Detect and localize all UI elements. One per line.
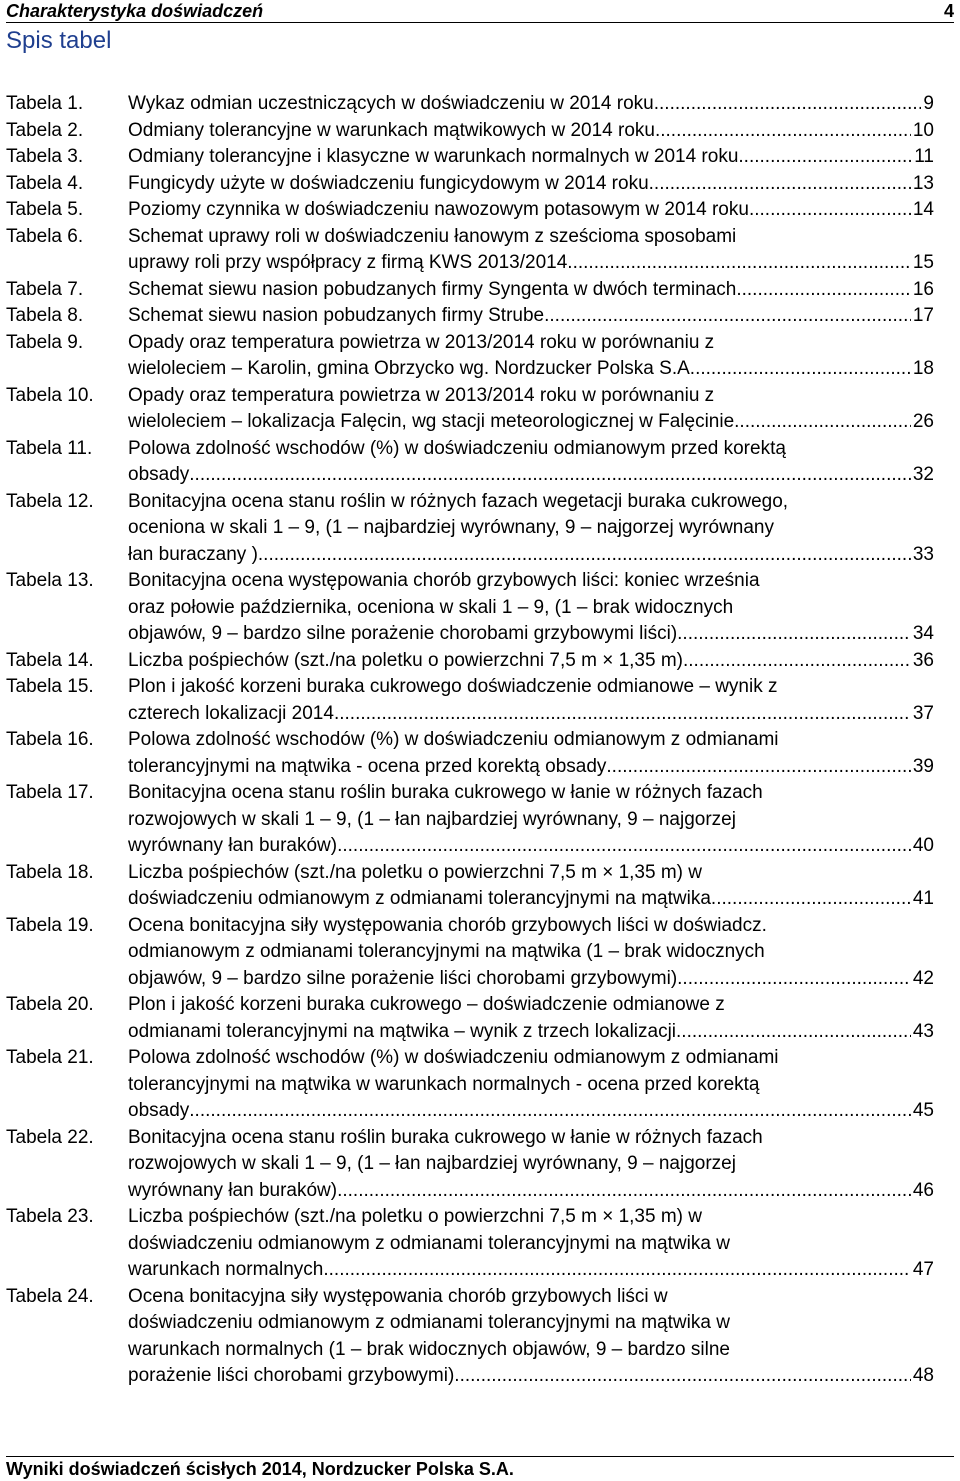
toc-entry-last-line: [128, 144, 934, 171]
toc-entry-page-number: 26: [912, 411, 934, 432]
toc-entry-text-line: doświadczeniu odmianowym z odmianami tolerancyjnymi na mątwika w: [128, 1232, 730, 1254]
toc-entry-body: [128, 436, 934, 489]
table-of-contents: [6, 91, 934, 1390]
toc-entry-last-line: [128, 250, 934, 277]
toc-entry-body: [128, 144, 934, 171]
dot-leader: [695, 356, 911, 383]
toc-entry-label: Tabela 4.: [6, 172, 84, 194]
page-header: [6, 0, 954, 23]
toc-entry-text-line: Polowa zdolność wschodów (%) w doświadczeniu odmianowym z odmianami: [128, 1047, 779, 1068]
toc-entry-label: Tabela 2.: [6, 119, 84, 141]
toc-entry-last-line: [128, 462, 934, 489]
toc-entry[interactable]: [6, 1284, 934, 1390]
toc-entry-text-line: Plon i jakość korzeni buraka cukrowego – doświadczenie odmianowe z: [128, 994, 725, 1015]
footer-text: Wyniki doświadczeń ścisłych 2014, Nordzucker Polska S.A.: [6, 1459, 514, 1479]
toc-entry-body: [128, 1284, 934, 1390]
toc-entry-text: Odmiany tolerancyjne w warunkach mątwikowych w 2014 roku: [128, 119, 655, 141]
toc-entry-label: Tabela 11.: [6, 437, 93, 459]
toc-entry[interactable]: [6, 913, 934, 993]
toc-entry-text-line: warunkach normalnych (1 – brak widocznych objawów, 9 – bardzo silne: [128, 1338, 730, 1360]
toc-entry[interactable]: [6, 224, 934, 277]
toc-entry[interactable]: [6, 197, 934, 224]
toc-entry-page-number: 13: [912, 172, 934, 194]
toc-entry-label: Tabela 3.: [6, 146, 84, 167]
toc-entry-page-number: 34: [912, 623, 934, 644]
toc-entry-text: uprawy roli przy współpracy z firmą KWS 2013/2014: [128, 252, 568, 273]
toc-entry-label: Tabela 20.: [6, 994, 94, 1015]
dot-leader: [567, 250, 911, 277]
toc-entry-last-line: [128, 1098, 934, 1125]
toc-entry-text-line: doświadczeniu odmianowym z odmianami tolerancyjnymi na mątwika w: [128, 1312, 730, 1333]
toc-entry-text: tolerancyjnymi na mątwika - ocena przed korektą obsady: [128, 755, 607, 777]
toc-entry-page-number: 10: [912, 119, 934, 141]
toc-entry[interactable]: [6, 1204, 934, 1284]
toc-entry-text-line: Bonitacyjna ocena występowania chorób grzybowych liści: koniec września: [128, 570, 760, 591]
toc-entry-label: Tabela 6.: [6, 225, 84, 247]
toc-entry-text: Odmiany tolerancyjne i klasyczne w warunkach normalnych w 2014 roku: [128, 146, 739, 167]
toc-entry[interactable]: [6, 118, 934, 145]
toc-entry-last-line: [128, 966, 934, 993]
dot-leader: [676, 1019, 911, 1046]
toc-entry-last-line: [128, 409, 934, 436]
dot-leader: [736, 277, 911, 304]
toc-entry-label: Tabela 10.: [6, 384, 94, 406]
toc-entry-body: [128, 197, 934, 224]
toc-entry-text: objawów, 9 – bardzo silne porażenie liści chorobami grzybowymi): [128, 967, 678, 989]
toc-entry[interactable]: [6, 171, 934, 198]
page-title: Spis tabel: [6, 27, 112, 54]
toc-entry-body: [128, 489, 934, 569]
toc-entry[interactable]: [6, 330, 934, 383]
toc-entry-text-line: Opady oraz temperatura powietrza w 2013/2014 roku w porównaniu z: [128, 384, 715, 406]
toc-entry-body: [128, 118, 934, 145]
dot-leader: [654, 91, 922, 118]
toc-entry-page-number: 33: [912, 543, 934, 565]
toc-entry-last-line: [128, 1257, 934, 1284]
toc-entry-text: obsady: [128, 1100, 190, 1121]
toc-entry-page-number: 11: [914, 146, 934, 167]
toc-entry-text-line: odmianowym z odmianami tolerancyjnymi na mątwika (1 – brak widocznych: [128, 941, 765, 962]
toc-entry-body: [128, 860, 934, 913]
toc-entry-text-line: rozwojowych w skali 1 – 9, (1 – łan najbardziej wyrównany, 9 – najgorzej: [128, 808, 736, 830]
toc-entry-last-line: [128, 754, 934, 781]
toc-entry-text-line: Bonitacyjna ocena stanu roślin buraka cukrowego w łanie w różnych fazach: [128, 782, 763, 803]
toc-entry-text-line: oceniona w skali 1 – 9, (1 – najbardziej wyrównany, 9 – najgorzej wyrównany: [128, 517, 774, 538]
toc-entry-body: [128, 648, 934, 675]
toc-entry-label: Tabela 8.: [6, 305, 84, 326]
toc-entry-text-line: Liczba pośpiechów (szt./na poletku o powierzchni 7,5 m × 1,35 m) w: [128, 1206, 702, 1227]
dot-leader: [544, 303, 911, 330]
toc-entry-label: Tabela 24.: [6, 1285, 94, 1307]
dot-leader: [738, 144, 912, 171]
toc-entry-text-line: Bonitacyjna ocena stanu roślin buraka cukrowego w łanie w różnych fazach: [128, 1126, 763, 1148]
toc-entry-text: czterech lokalizacji 2014: [128, 702, 334, 724]
toc-entry-page-number: 16: [912, 278, 934, 300]
toc-entry-label: Tabela 13.: [6, 570, 94, 591]
toc-entry[interactable]: [6, 860, 934, 913]
toc-entry[interactable]: [6, 568, 934, 648]
dot-leader: [258, 542, 911, 569]
toc-entry[interactable]: [6, 1045, 934, 1125]
toc-entry-text: objawów, 9 – bardzo silne porażenie chorobami grzybowymi liści): [128, 623, 678, 644]
toc-entry-page-number: 18: [912, 358, 934, 379]
toc-entry-text: warunkach normalnych: [128, 1259, 324, 1280]
toc-entry-body: [128, 992, 934, 1045]
page-number: 4: [943, 1, 954, 21]
toc-entry-label: Tabela 19.: [6, 914, 94, 936]
toc-entry-label: Tabela 9.: [6, 331, 84, 353]
footer-divider: [6, 1456, 954, 1457]
toc-entry[interactable]: [6, 91, 934, 118]
toc-entry-label: Tabela 22.: [6, 1126, 94, 1148]
toc-entry-last-line: [128, 648, 934, 675]
dot-leader: [323, 1257, 910, 1284]
toc-entry-label: Tabela 23.: [6, 1206, 94, 1227]
toc-entry-text: obsady: [128, 464, 190, 485]
toc-entry-text: Liczba pośpiechów (szt./na poletku o powierzchni 7,5 m × 1,35 m): [128, 649, 683, 671]
toc-entry-label: Tabela 17.: [6, 782, 94, 803]
toc-entry-page-number: 9: [923, 93, 934, 114]
dot-leader: [655, 118, 911, 145]
toc-entry-body: [128, 224, 934, 277]
dot-leader: [677, 621, 911, 648]
toc-entry-body: [128, 277, 934, 304]
dot-leader: [734, 409, 911, 436]
toc-entry-page-number: 45: [912, 1100, 934, 1121]
toc-entry-text: wyrównany łan buraków): [128, 835, 338, 856]
toc-entry-page-number: 15: [912, 252, 934, 273]
toc-entry-last-line: [128, 277, 934, 304]
toc-entry-body: [128, 1045, 934, 1125]
toc-entry[interactable]: [6, 383, 934, 436]
toc-entry[interactable]: [6, 489, 934, 569]
toc-entry-text: doświadczeniu odmianowym z odmianami tolerancyjnymi na mątwika: [128, 888, 711, 909]
toc-entry-body: [128, 383, 934, 436]
toc-entry-last-line: [128, 542, 934, 569]
toc-entry-text-line: tolerancyjnymi na mątwika w warunkach normalnych - ocena przed korektą: [128, 1073, 760, 1095]
toc-entry-body: [128, 303, 934, 330]
toc-entry-last-line: [128, 118, 934, 145]
toc-entry-last-line: [128, 1363, 934, 1390]
toc-entry-text-line: oraz połowie października, oceniona w skali 1 – 9, (1 – brak widocznych: [128, 596, 734, 618]
dot-leader: [711, 886, 911, 913]
toc-entry-body: [128, 91, 934, 118]
toc-entry-page-number: 40: [912, 835, 934, 856]
toc-entry[interactable]: [6, 648, 934, 675]
dot-leader: [454, 1363, 911, 1390]
toc-entry-body: [128, 1125, 934, 1205]
toc-entry-last-line: [128, 833, 934, 860]
toc-entry[interactable]: [6, 277, 934, 304]
toc-entry-text-line: Bonitacyjna ocena stanu roślin w różnych fazach wegetacji buraka cukrowego,: [128, 490, 789, 512]
toc-entry-body: [128, 568, 934, 648]
toc-entry[interactable]: [6, 1125, 934, 1205]
toc-entry[interactable]: [6, 303, 934, 330]
toc-entry-label: Tabela 7.: [6, 278, 84, 300]
toc-entry-text: łan buraczany ): [128, 543, 258, 565]
toc-entry-page-number: 47: [912, 1259, 934, 1280]
toc-entry-page-number: 41: [912, 888, 934, 909]
toc-entry-last-line: [128, 1019, 934, 1046]
toc-entry-page-number: 17: [912, 305, 934, 326]
toc-entry[interactable]: [6, 727, 934, 780]
toc-entry-label: Tabela 16.: [6, 729, 94, 750]
toc-entry-text: Schemat siewu nasion pobudzanych firmy Strube: [128, 305, 545, 326]
toc-entry-label: Tabela 1.: [6, 93, 84, 114]
toc-entry-text-line: Opady oraz temperatura powietrza w 2013/2014 roku w porównaniu z: [128, 331, 715, 353]
toc-entry-label: Tabela 14.: [6, 649, 94, 671]
toc-entry-last-line: [128, 91, 934, 118]
toc-entry-page-number: 39: [912, 755, 934, 777]
dot-leader: [334, 701, 911, 728]
toc-entry-label: Tabela 21.: [6, 1047, 94, 1068]
toc-entry[interactable]: [6, 674, 934, 727]
toc-entry-text: odmianami tolerancyjnymi na mątwika – wynik z trzech lokalizacji: [128, 1020, 677, 1042]
toc-entry[interactable]: [6, 992, 934, 1045]
dot-leader: [606, 754, 910, 781]
dot-leader: [749, 197, 911, 224]
toc-entry-text: Wykaz odmian uczestniczących w doświadczeniu w 2014 roku: [128, 93, 654, 114]
toc-entry-last-line: [128, 701, 934, 728]
toc-entry-text-line: Polowa zdolność wschodów (%) w doświadczeniu odmianowym przed korektą: [128, 437, 786, 459]
toc-entry-label: Tabela 5.: [6, 199, 84, 220]
toc-entry[interactable]: [6, 780, 934, 860]
toc-entry-text-line: Ocena bonitacyjna siły występowania chorób grzybowych liści w doświadcz.: [128, 914, 767, 936]
toc-entry-page-number: 46: [912, 1179, 934, 1201]
toc-entry-body: [128, 780, 934, 860]
toc-entry-text: wieloleciem – Karolin, gmina Obrzycko wg. Nordzucker Polska S.A.: [128, 358, 696, 379]
toc-entry-body: [128, 330, 934, 383]
toc-entry[interactable]: [6, 144, 934, 171]
toc-entry-page-number: 36: [912, 649, 934, 671]
toc-entry-text: Poziomy czynnika w doświadczeniu nawozowym potasowym w 2014 roku: [128, 199, 749, 220]
toc-entry-text-line: Schemat uprawy roli w doświadczeniu łanowym z sześcioma sposobami: [128, 225, 737, 247]
toc-entry-label: Tabela 18.: [6, 861, 94, 883]
dot-leader: [337, 1178, 911, 1205]
dot-leader: [189, 462, 911, 489]
toc-entry-text-line: Liczba pośpiechów (szt./na poletku o powierzchni 7,5 m × 1,35 m) w: [128, 861, 702, 883]
toc-entry-page-number: 42: [912, 967, 934, 989]
toc-entry-page-number: 32: [912, 464, 934, 485]
toc-entry-label: Tabela 15.: [6, 676, 94, 697]
toc-entry-last-line: [128, 886, 934, 913]
toc-entry-body: [128, 727, 934, 780]
dot-leader: [683, 648, 911, 675]
toc-entry-body: [128, 674, 934, 727]
toc-entry-text-line: rozwojowych w skali 1 – 9, (1 – łan najbardziej wyrównany, 9 – najgorzej: [128, 1153, 736, 1174]
toc-entry-last-line: [128, 197, 934, 224]
toc-entry-text: wyrównany łan buraków): [128, 1179, 338, 1201]
toc-entry-body: [128, 171, 934, 198]
toc-entry-body: [128, 1204, 934, 1284]
toc-entry-page-number: 14: [912, 199, 934, 220]
toc-entry-text: Fungicydy użyte w doświadczeniu fungicydowym w 2014 roku: [128, 172, 649, 194]
toc-entry-page-number: 37: [912, 702, 934, 724]
toc-entry-last-line: [128, 303, 934, 330]
toc-entry-text-line: Ocena bonitacyjna siły występowania chorób grzybowych liści w: [128, 1285, 668, 1307]
header-title: Charakterystyka doświadczeń: [6, 1, 264, 21]
toc-entry-label: Tabela 12.: [6, 490, 94, 512]
toc-entry-last-line: [128, 356, 934, 383]
toc-entry-last-line: [128, 171, 934, 198]
toc-entry-text: porażenie liści chorobami grzybowymi): [128, 1365, 455, 1386]
toc-entry-text: Schemat siewu nasion pobudzanych firmy Syngenta w dwóch terminach: [128, 278, 737, 300]
toc-entry-page-number: 48: [912, 1365, 934, 1386]
toc-entry-text-line: Plon i jakość korzeni buraka cukrowego doświadczenie odmianowe – wynik z: [128, 676, 778, 697]
toc-entry-last-line: [128, 621, 934, 648]
toc-entry-text-line: Polowa zdolność wschodów (%) w doświadczeniu odmianowym z odmianami: [128, 729, 779, 750]
dot-leader: [677, 966, 911, 993]
toc-entry-last-line: [128, 1178, 934, 1205]
dot-leader: [649, 171, 911, 198]
toc-entry-page-number: 43: [912, 1020, 934, 1042]
dot-leader: [189, 1098, 911, 1125]
toc-entry-text: wieloleciem – lokalizacja Falęcin, wg stacji meteorologicznej w Falęcinie: [128, 411, 735, 432]
dot-leader: [337, 833, 911, 860]
toc-entry-body: [128, 913, 934, 993]
toc-entry[interactable]: [6, 436, 934, 489]
